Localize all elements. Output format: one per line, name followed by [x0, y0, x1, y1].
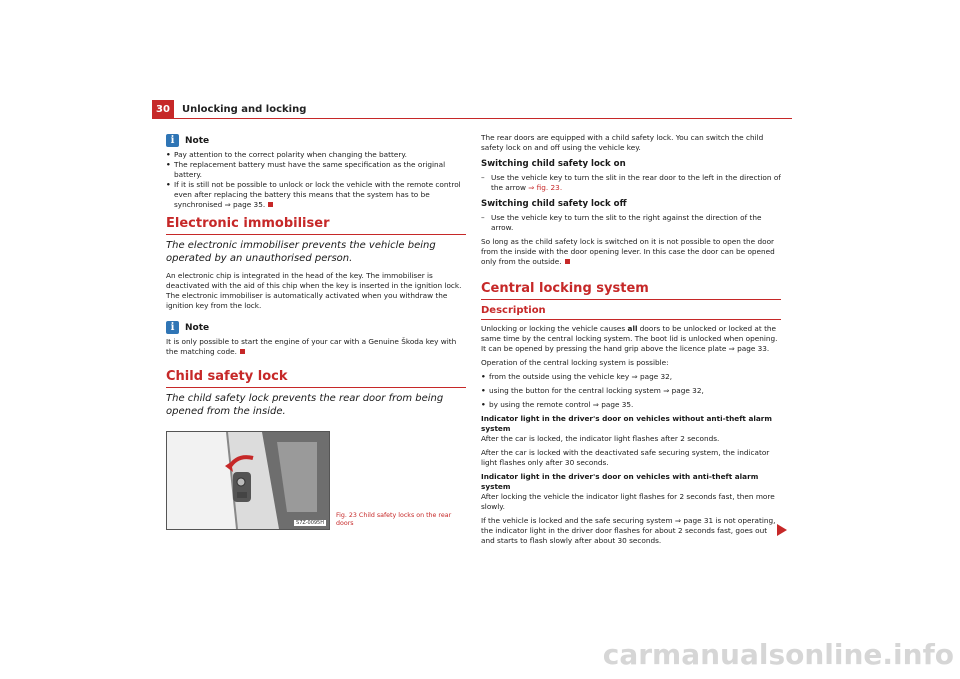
body-text: Operation of the central locking system is possible:	[481, 358, 669, 367]
subheading-lock-off: Switching child safety lock off	[481, 199, 627, 209]
note-heading	[166, 134, 466, 147]
info-icon: i	[166, 134, 179, 147]
body-text: So long as the child safety lock is switched on it is not possible to open the door from the inside with the door opening lever. In this case the door can be opened only from the outside.	[481, 237, 775, 266]
header-rule	[152, 118, 792, 119]
section-title-child-lock: Child safety lock	[166, 369, 466, 388]
subheading-lock-on: Switching child safety lock on	[481, 159, 626, 169]
body-text: Unlocking or locking the vehicle causes all doors to be unlocked or locked at the same time by the central locking system. The boot lid is unlocked when opening. It can be opened by pressing the hand grip above the licence plate ⇒ page 33.	[481, 324, 778, 353]
door-illustration	[167, 432, 329, 529]
right-column	[481, 133, 781, 546]
end-marker-icon	[240, 349, 245, 354]
note-heading	[166, 321, 466, 334]
step-item: – Use the vehicle key to turn the slit to the right against the direction of the arrow.	[481, 213, 762, 232]
figure-child-lock	[166, 431, 330, 530]
info-icon: i	[166, 321, 179, 334]
watermark: carmanualsonline.info	[602, 638, 954, 671]
list-item: • by using the remote control ⇒ page 35.	[481, 400, 634, 409]
figure-code: S7Z-0095H	[296, 520, 324, 526]
note-body: It is only possible to start the engine of your car with a Genuine Škoda key with the matching code.	[166, 337, 457, 356]
step-item: – Use the vehicle key to turn the slit in the rear door to the left in the direction of the arrow ⇒ fig. 23.	[481, 173, 781, 192]
body-text: After locking the vehicle the indicator light flashes for 2 seconds fast, then more slowly.	[481, 492, 775, 511]
next-page-arrow-icon[interactable]	[777, 524, 787, 536]
indicator-heading: Indicator light in the driver's door on vehicles with anti-theft alarm system	[481, 472, 759, 491]
page-number: 30	[152, 100, 174, 118]
running-title: Unlocking and locking	[182, 104, 307, 115]
section-title-central-locking: Central locking system	[481, 281, 781, 300]
left-column	[166, 134, 466, 424]
indicator-heading: Indicator light in the driver's door on vehicles without anti-theft alarm system	[481, 414, 773, 433]
note-title: Note	[185, 322, 210, 333]
section-intro: The electronic immobiliser prevents the vehicle being operated by an unauthorised person.	[166, 240, 436, 264]
body-text: An electronic chip is integrated in the head of the key. The immobiliser is deactivated with the aid of this chip when the key is inserted in the ignition lock. The electronic immobiliser is automatically activated when you withdraw the ignition key from the lock.	[166, 271, 462, 310]
note-bullet: • Pay attention to the correct polarity when changing the battery.	[166, 150, 407, 159]
note-bullet: • The replacement battery must have the same specification as the original battery.	[166, 160, 446, 179]
body-text: After the car is locked with the deactivated safe securing system, the indicator light flashes only after 30 seconds.	[481, 448, 770, 467]
section-intro: The child safety lock prevents the rear door from being opened from the inside.	[166, 393, 444, 417]
end-marker-icon	[268, 202, 273, 207]
figure-link[interactable]: ⇒ fig. 23.	[528, 183, 563, 192]
list-item: • using the button for the central locking system ⇒ page 32,	[481, 386, 704, 395]
list-item: • from the outside using the vehicle key ⇒ page 32,	[481, 372, 673, 381]
note-title: Note	[185, 135, 210, 146]
body-text: After the car is locked, the indicator light flashes after 2 seconds.	[481, 434, 720, 443]
figure-caption: Fig. 23 Child safety locks on the rear doors	[336, 512, 452, 527]
note-bullet: • If it is still not be possible to unlock or lock the vehicle with the remote control even after replacing the battery this means that the system has to be synchronised ⇒ page 35.	[166, 180, 461, 209]
section-title-immobiliser: Electronic immobiliser	[166, 216, 466, 235]
section-subtitle-description: Description	[481, 304, 781, 320]
end-marker-icon	[565, 259, 570, 264]
body-text: The rear doors are equipped with a child safety lock. You can switch the child safety lock on and off using the vehicle key.	[481, 133, 764, 152]
body-text: If the vehicle is locked and the safe securing system ⇒ page 31 is not operating, the indicator light in the driver door flashes for about 2 seconds fast, goes out and starts to flash slowly after about 30 seconds.	[481, 516, 776, 545]
